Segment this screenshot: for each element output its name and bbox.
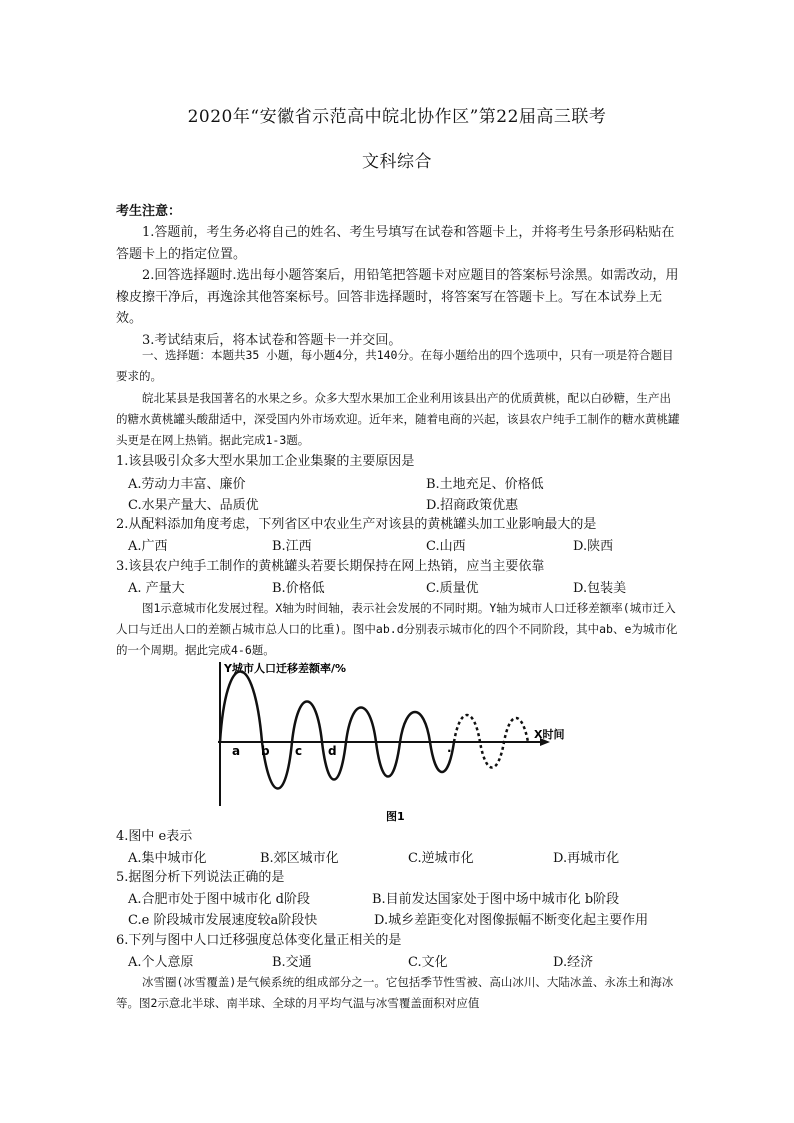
question-1-option-b[interactable]: B.土地充足、价格低 — [426, 477, 544, 492]
question-4-option-c[interactable]: C.逆城市化 — [408, 851, 474, 866]
passage-2: 图1示意城市化发展过程。X轴为时间轴，表示社会发展的不同时期。Y轴为城市人口迁移差额率(城市迁入人口与迁出人口的差额占城市总人口的比重)。图中ab.d分别表示城市化的四个不同阶段，其中ab、e为城市化的一个周期。据此完成4-6题。 — [116, 601, 678, 657]
question-4-option-b[interactable]: B.郊区城市化 — [260, 851, 339, 866]
section-intro: 一、选择题：本题共35 小题，每小题4分，共140分。在每小题给出的四个选项中，只有一项是符合题目要求的。 — [116, 348, 674, 383]
figure-1-wave-solid — [220, 672, 454, 789]
question-3-option-c[interactable]: C.质量优 — [426, 581, 479, 596]
figure-1-graph — [200, 656, 610, 826]
question-1-stem: 1.该县吸引众多大型水果加工企业集聚的主要原因是 — [116, 454, 415, 469]
question-6-option-a[interactable]: A.个人意原 — [128, 955, 194, 970]
question-3-option-b[interactable]: B.价格低 — [272, 581, 325, 596]
question-2-option-c[interactable]: C.山西 — [426, 539, 466, 554]
question-2-option-d[interactable]: D.陕西 — [573, 539, 614, 554]
exam-subject: 文科综合 — [362, 152, 432, 172]
question-6-option-d[interactable]: D.经济 — [553, 955, 594, 970]
question-3-stem: 3.该县农户纯手工制作的黄桃罐头若要长期保持在网上热销，应当主要依靠 — [116, 559, 545, 574]
question-6-stem: 6.下列与图中人口迁移强度总体变化量正相关的是 — [116, 933, 402, 948]
figure-1-point-c: c — [295, 744, 303, 758]
passage-1: 皖北某县是我国著名的水果之乡。众多大型水果加工企业利用该县出产的优质黄桃，配以白砂糖，生产出的糖水黄桃罐头酸甜适中，深受国内外市场欢迎。近年来，随着电商的兴起，该县农户纯手工制作的糖水黄桃罐头更是在网上热销。据此完成1-3题。 — [116, 391, 680, 447]
notice-item-1: 1.答题前，考生务必将自己的姓名、考生号填写在试卷和答题卡上，并将考生号条形码粘贴在答题卡上的指定位置。 — [116, 225, 675, 262]
figure-1-point-b: b — [261, 744, 270, 758]
question-3-option-a[interactable]: A. 产量大 — [128, 581, 185, 596]
question-6-option-c[interactable]: C.文化 — [408, 955, 448, 970]
figure-1-x-label: X时间 — [534, 728, 565, 741]
figure-1-point-d: d — [328, 744, 337, 758]
question-6-option-b[interactable]: B.交通 — [272, 955, 312, 970]
figure-1-point-a: a — [232, 744, 241, 758]
question-4-option-a[interactable]: A.集中城市化 — [128, 851, 207, 866]
passage-3: 冰雪圈(冰雪覆盖)是气候系统的组成部分之一。它包括季节性雪被、高山冰川、大陆冰盖、永冻土和海冰等。图2示意北半球、南半球、全球的月平均气温与冰雪覆盖面积对应值 — [116, 975, 674, 1010]
figure-1-point-e: . — [447, 741, 452, 755]
notice-heading: 考生注意： — [116, 204, 182, 219]
question-5-option-c[interactable]: C.e 阶段城市发展速度较a阶段快 — [128, 913, 318, 928]
question-5-option-b[interactable]: B.目前发达国家处于图中场中城市化 b阶段 — [372, 892, 620, 907]
question-5-stem: 5.据图分析下列说法正确的是 — [116, 870, 285, 885]
question-4-stem: 4.图中 e表示 — [116, 829, 193, 844]
figure-1-y-label: Y城市人口迁移差额率/% — [224, 662, 347, 675]
question-3-option-d[interactable]: D.包装美 — [573, 581, 627, 596]
question-1-option-d[interactable]: D.招商政策优惠 — [426, 498, 519, 513]
notice-item-3: 3.考试结束后，将本试卷和答题卡一并交回。 — [142, 333, 402, 348]
question-2-option-b[interactable]: B.江西 — [272, 539, 312, 554]
notice-item-2: 2.回答选择题时.选出每小题答案后，用铅笔把答题卡对应题目的答案标号涂黑。如需改动，用橡皮擦干净后，再逸涂其他答案标号。回答非选择题时，将答案写在答题卡上。写在本试券上无效。 — [116, 268, 679, 326]
exam-title: 2020年“安徽省示范高中皖北协作区”第22届高三联考 — [187, 107, 607, 127]
question-1-option-a[interactable]: A.劳动力丰富、廉价 — [128, 477, 246, 492]
question-2-stem: 2.从配料添加角度考虑，下列省区中农业生产对该县的黄桃罐头加工业影响最大的是 — [116, 517, 597, 532]
question-1-option-c[interactable]: C.水果产量大、品质优 — [128, 498, 259, 513]
figure-1-caption: 图1 — [386, 810, 405, 823]
question-5-option-d[interactable]: D.城乡差距变化对图像振幅不断变化起主要作用 — [374, 913, 649, 928]
question-5-option-a[interactable]: A.合肥市处于图中城市化 d阶段 — [128, 892, 310, 907]
question-2-option-a[interactable]: A.广西 — [128, 539, 168, 554]
question-4-option-d[interactable]: D.再城市化 — [553, 851, 620, 866]
